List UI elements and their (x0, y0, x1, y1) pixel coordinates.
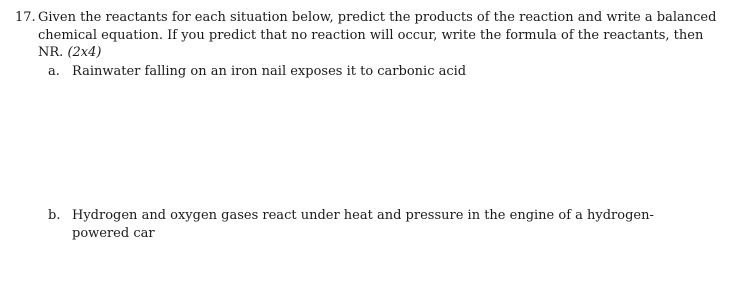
part-a (48, 63, 718, 81)
question-prompt (38, 9, 730, 62)
part-a-letter: a. (48, 64, 60, 79)
part-b (48, 207, 698, 243)
part-b-text: Hydrogen and oxygen gases react under heat and pressure in the engine of a hydrogen-powered car (72, 208, 654, 241)
question-number: 17. (15, 10, 36, 25)
question-marks: (2x4) (67, 45, 102, 60)
question-17 (15, 9, 730, 62)
part-b-letter: b. (48, 208, 61, 223)
question-text: Given the reactants for each situation below, predict the products of the reaction and write a balanced chemical equation. If you predict that no reaction will occur, write the formula of the reactants, then NR. (38, 10, 717, 60)
part-a-text: Rainwater falling on an iron nail exposes it to carbonic acid (72, 64, 467, 79)
question-row (15, 9, 730, 62)
